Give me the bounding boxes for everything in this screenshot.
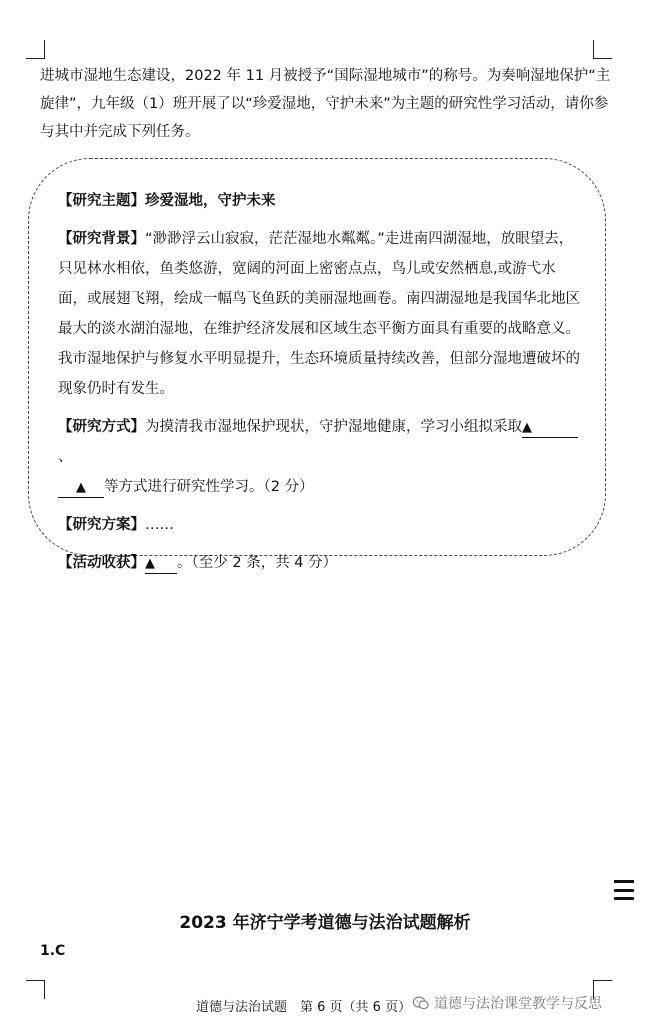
- crop-mark-top-right: [593, 40, 612, 59]
- method-text-2: 等方式进行研究性学习。（2 分）: [104, 479, 314, 495]
- answer-blank-1[interactable]: ▲: [522, 419, 578, 438]
- watermark-text: 道德与法治课堂教学与反思: [434, 996, 602, 1012]
- page-footer: 道德与法治试题 第 6 页（共 6 页）: [196, 1000, 412, 1015]
- plan-text: ……: [145, 517, 174, 533]
- section-title: 2023 年济宁学考道德与法治试题解析: [179, 913, 471, 933]
- answer-blank-2[interactable]: ▲: [58, 479, 104, 498]
- research-content: [58, 186, 582, 586]
- background-label: 【研究背景】: [58, 231, 145, 247]
- harvest-text: 。（至少 2 条，共 4 分）: [177, 555, 338, 571]
- answer-blank-3[interactable]: ▲: [145, 555, 177, 574]
- research-harvest: [58, 548, 582, 578]
- answer-item-1: 1.C: [40, 943, 66, 959]
- intro-paragraph: 进城市湿地生态建设，2022 年 11 月被授予“国际湿地城市”的称号。为奏响湿地保护“主旋律”，九年级（1）班开展了以“珍爱湿地，守护未来”为主题的研究性学习活动，请你参与其中并完成下列任务。: [40, 68, 611, 140]
- plan-label: 【研究方案】: [58, 517, 145, 533]
- watermark: [412, 993, 602, 1013]
- background-text: “渺渺浮云山寂寂，茫茫湿地水粼粼。”走进南四湖湿地，放眼望去，只见林水相依，鱼类悠游，宽阔的河面上密密点点，鸟儿或安然栖息,或游弋水面，或展翅飞翔，绘成一幅鸟飞鱼跃的美丽湿地画卷。南四湖湿地是我国华北地区最大的淡水湖泊湿地，在维护经济发展和区域生态平衡方面具有重要的战略意义。我市湿地保护与修复水平明显提升，生态环境质量持续改善，但部分湿地遭破坏的现象仍时有发生。: [58, 231, 580, 397]
- method-label: 【研究方式】: [58, 419, 145, 435]
- wechat-logo-icon: [412, 994, 430, 1012]
- menu-icon[interactable]: [614, 880, 634, 900]
- research-method: [58, 412, 582, 502]
- research-topic: [58, 186, 582, 216]
- topic-text: 珍爱湿地，守护未来: [145, 193, 276, 209]
- crop-mark-bottom-left: [26, 980, 45, 999]
- harvest-label: 【活动收获】: [58, 555, 145, 571]
- method-separator: 、: [58, 449, 73, 465]
- research-background: [58, 224, 582, 404]
- research-plan: [58, 510, 582, 540]
- topic-label: 【研究主题】: [58, 193, 145, 209]
- method-text-1: 为摸清我市湿地保护现状，守护湿地健康，学习小组拟采取: [145, 419, 522, 435]
- crop-mark-top-left: [26, 40, 45, 59]
